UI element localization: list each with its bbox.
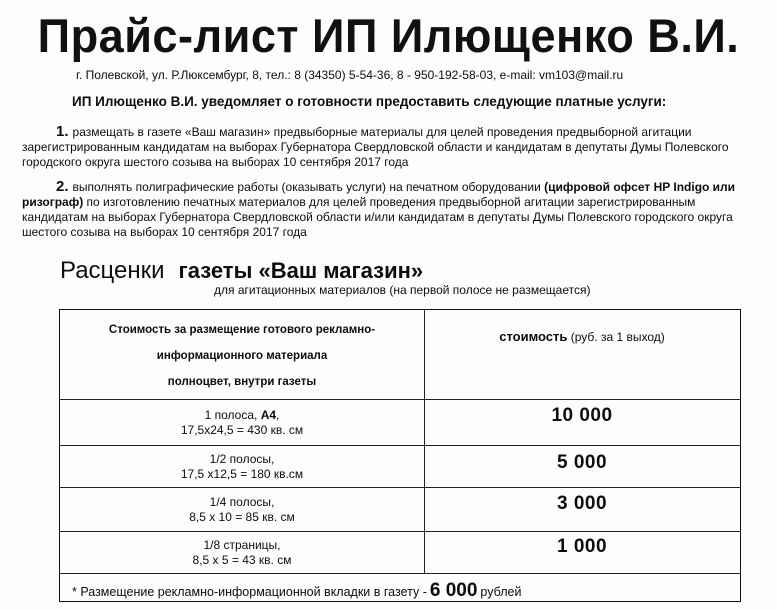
price-cell xyxy=(424,532,740,573)
size-cell xyxy=(60,400,424,445)
header-cost-label: стоимость xyxy=(499,329,568,344)
size-dimensions: 8,5 х 5 = 43 кв. см xyxy=(192,552,292,567)
size-label: 1/2 полосы, xyxy=(209,451,275,466)
price-cell xyxy=(424,400,740,445)
insert-price-unit: рублей xyxy=(480,585,522,599)
header-line-2: информационного материала xyxy=(156,349,328,362)
size-dimensions: 17,5 х12,5 = 180 кв.см xyxy=(180,466,304,481)
rates-heading xyxy=(60,257,423,285)
insert-note-text: * Размещение рекламно-информационной вкладки в газету - xyxy=(72,585,427,599)
header-cell-description xyxy=(60,310,424,399)
header-line-1: Стоимость за размещение готового рекламно- xyxy=(108,323,376,336)
size-label: 1/4 полосы, xyxy=(209,494,275,509)
size-dimensions: 17,5х24,5 = 430 кв. см xyxy=(180,422,304,437)
size-suffix: , xyxy=(276,407,280,422)
size-cell xyxy=(60,446,424,487)
size-format: А4 xyxy=(260,407,277,422)
service-number: 1. xyxy=(56,123,69,140)
size-label: 1/8 страницы, xyxy=(203,537,281,552)
rates-heading-label: Расценки xyxy=(60,257,165,284)
price-value: 10 000 xyxy=(551,404,613,426)
service-number: 2. xyxy=(56,178,69,195)
table-row xyxy=(60,446,740,488)
header-cost-unit: (руб. за 1 выход) xyxy=(570,330,665,344)
table-row xyxy=(60,488,740,532)
price-cell xyxy=(424,446,740,487)
service-item-2 xyxy=(22,179,762,240)
contact-info: г. Полевской, ул. Р.Люксембург, 8, тел.: 8 (34350) 5-54-36, 8 - 950-192-58-03, e-mail: vm103@mail.ru xyxy=(76,68,624,82)
service-equipment: (цифровой офсет HP Indigo или ризограф) xyxy=(22,180,736,209)
services-notice: ИП Илющенко В.И. уведомляет о готовности предоставить следующие платные услуги: xyxy=(72,94,667,109)
size-label: 1 полоса, xyxy=(204,407,261,422)
rates-heading-newspaper: газеты «Ваш магазин» xyxy=(178,258,424,283)
header-cell-cost xyxy=(424,310,740,399)
service-text-before: выполнять полиграфические работы (оказывать услуги) на печатном оборудовании xyxy=(72,180,541,194)
table-header-row xyxy=(60,310,740,400)
service-text: размещать в газете «Ваш магазин» предвыборные материалы для целей проведения предвыборной агитации зарегистрированным кандидатам на выборах Губернатора Свердловской области и кандидатам в депутаты Думы Полевского городского округа шестого созыва на выборах 10 сентября 2017 года xyxy=(22,125,729,169)
service-text-after: по изготовлению печатных материалов для целей проведения предвыборной агитации зарегистрированным кандидатам на выборах Губернатора Свердловской области и/или кандидатам в депутаты Думы Полевского городского округа шестого созыва на выборах 10 сентября 2017 года xyxy=(22,195,733,239)
insert-price-value: 6 000 xyxy=(429,580,478,601)
price-cell xyxy=(424,488,740,531)
document-title: Прайс-лист ИП Илющенко В.И. xyxy=(37,9,740,62)
size-dimensions: 8,5 х 10 = 85 кв. см xyxy=(189,509,295,524)
price-table xyxy=(59,309,741,602)
price-value: 3 000 xyxy=(556,492,608,514)
price-value: 1 000 xyxy=(556,535,608,557)
service-item-1 xyxy=(22,124,762,170)
header-line-3: полноцвет, внутри газеты xyxy=(167,375,317,388)
insert-price-note xyxy=(72,580,521,602)
table-row xyxy=(60,532,740,574)
size-cell xyxy=(60,488,424,531)
rates-subheading: для агитационных материалов (на первой полосе не размещается) xyxy=(214,283,591,297)
table-row xyxy=(60,400,740,446)
price-value: 5 000 xyxy=(556,451,608,473)
size-cell xyxy=(60,532,424,573)
